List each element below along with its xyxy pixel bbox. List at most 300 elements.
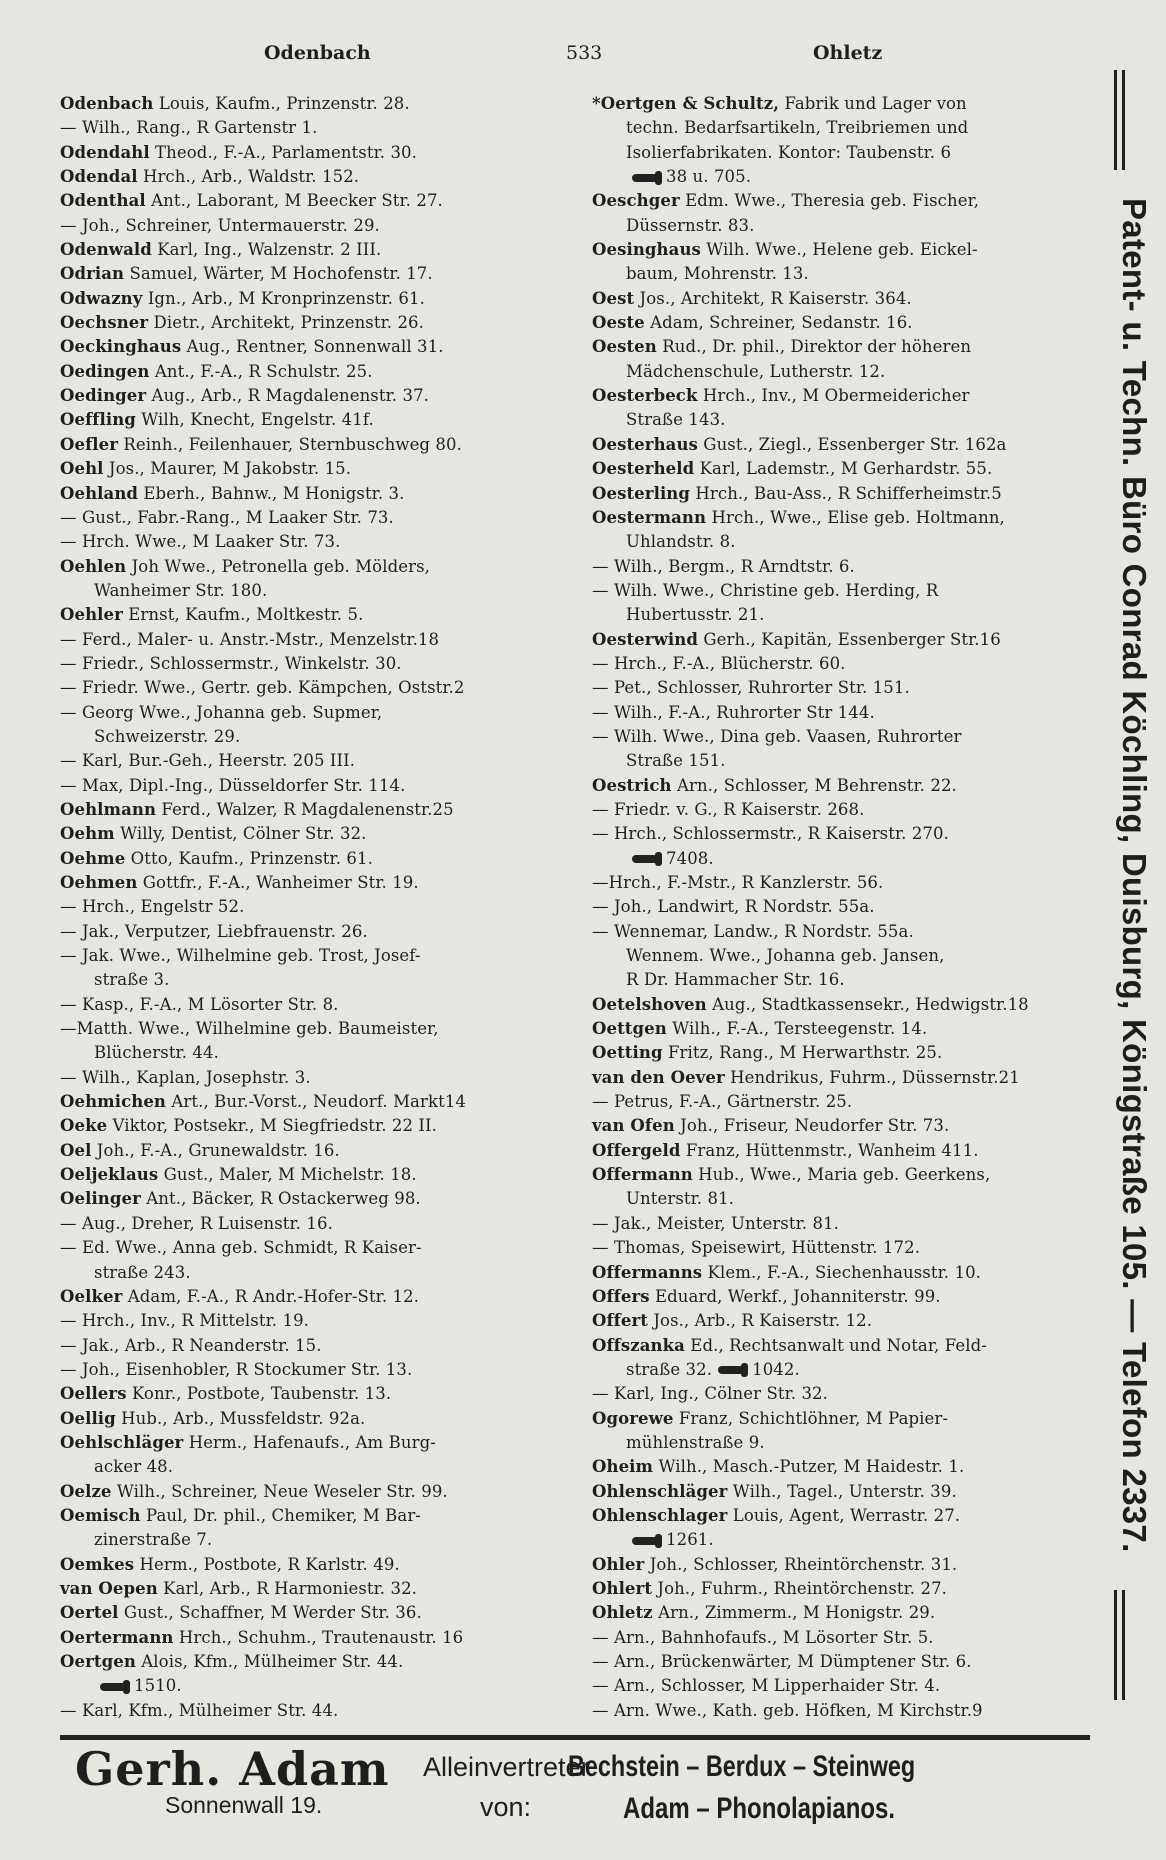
entry-details: — Hrch. Wwe., M Laaker Str. 73. bbox=[60, 532, 341, 552]
directory-line bbox=[592, 141, 1097, 165]
directory-line bbox=[60, 1309, 565, 1333]
entry-details: — Wilh., Bergm., R Arndtstr. 6. bbox=[592, 556, 855, 576]
entry-details: Karl, Lademstr., M Gerhardstr. 55. bbox=[694, 459, 993, 479]
directory-line bbox=[592, 262, 1097, 286]
entry-surname: Oetting bbox=[592, 1043, 663, 1063]
entry-surname: Oesten bbox=[592, 337, 657, 357]
entry-details: Arn., Schlosser, M Behrenstr. 22. bbox=[671, 775, 957, 795]
entry-details: Gust., Maler, M Michelstr. 18. bbox=[158, 1165, 417, 1185]
entry-surname: Oefler bbox=[60, 434, 119, 454]
entry-surname: Oesterwind bbox=[592, 629, 698, 649]
entry-details: Aug., Rentner, Sonnenwall 31. bbox=[181, 337, 444, 357]
entry-details: Samuel, Wärter, M Hochofenstr. 17. bbox=[124, 264, 433, 284]
entry-surname: Oesterbeck bbox=[592, 386, 698, 406]
entry-details: Hubertusstr. 21. bbox=[626, 605, 765, 625]
directory-line bbox=[60, 847, 565, 871]
entry-details: baum, Mohrenstr. 13. bbox=[626, 264, 809, 284]
entry-surname: Oehlen bbox=[60, 556, 127, 576]
entry-details: Karl, Arb., R Harmoniestr. 32. bbox=[157, 1578, 418, 1598]
directory-line bbox=[60, 1090, 565, 1114]
directory-line bbox=[60, 1601, 565, 1625]
ad-address: Sonnenwall 19. bbox=[165, 1792, 323, 1818]
entry-surname: van Ofen bbox=[592, 1116, 675, 1136]
entry-details: — Hrch., Engelstr 52. bbox=[60, 897, 245, 917]
ad-company-name: Gerh. Adam bbox=[75, 1742, 390, 1796]
entry-surname: Oertgen bbox=[60, 1652, 136, 1671]
directory-line bbox=[60, 1261, 565, 1285]
entry-details: Wanheimer Str. 180. bbox=[94, 580, 268, 600]
directory-line bbox=[60, 384, 565, 408]
entry-details: Düssernstr. 83. bbox=[626, 215, 755, 235]
entry-surname: Offert bbox=[592, 1311, 648, 1331]
directory-line bbox=[60, 530, 565, 554]
entry-details: Hrch., Wwe., Elise geb. Holtmann, bbox=[706, 507, 1005, 527]
directory-line bbox=[60, 1163, 565, 1187]
entry-surname: Oehlmann bbox=[60, 799, 157, 819]
directory-line bbox=[592, 603, 1097, 627]
entry-surname: Offszanka bbox=[592, 1335, 685, 1355]
entry-surname: Oestrich bbox=[592, 775, 672, 795]
entry-details: — Jak., Meister, Unterstr. 81. bbox=[592, 1213, 840, 1233]
entry-details: straße 3. bbox=[94, 970, 170, 990]
entry-details: Alois, Kfm., Mülheimer Str. 44. bbox=[135, 1652, 404, 1671]
page-number: 533 bbox=[566, 42, 603, 64]
entry-details: — Joh., Landwirt, R Nordstr. 55a. bbox=[592, 897, 875, 917]
entry-details: Wilh., Masch.-Putzer, M Haidestr. 1. bbox=[653, 1457, 965, 1477]
directory-line bbox=[60, 1407, 565, 1431]
directory-line bbox=[60, 1334, 565, 1358]
directory-line bbox=[592, 1285, 1097, 1309]
directory-line bbox=[60, 725, 565, 749]
entry-surname: Odwazny bbox=[60, 288, 143, 308]
directory-line bbox=[592, 822, 1097, 846]
entry-details: Jos., Arb., R Kaiserstr. 12. bbox=[647, 1311, 873, 1331]
entry-details: — Petrus, F.-A., Gärtnerstr. 25. bbox=[592, 1092, 853, 1112]
entry-details: Wilh., Tagel., Unterstr. 39. bbox=[727, 1481, 957, 1501]
entry-details: Joh., Fuhrm., Rheintörchenstr. 27. bbox=[652, 1578, 948, 1598]
directory-line bbox=[592, 676, 1097, 700]
directory-line bbox=[592, 1187, 1097, 1211]
entry-surname: Oestermann bbox=[592, 507, 707, 527]
directory-line bbox=[592, 628, 1097, 652]
entry-details: Reinh., Feilenhauer, Sternbuschweg 80. bbox=[118, 434, 462, 454]
entry-details: Eduard, Werkf., Johanniterstr. 99. bbox=[649, 1286, 941, 1306]
directory-line bbox=[60, 311, 565, 335]
phone-number: 1042. bbox=[752, 1359, 800, 1379]
divider bbox=[1122, 1590, 1125, 1700]
entry-details: — Joh., Eisenhobler, R Stockumer Str. 13. bbox=[60, 1359, 413, 1379]
entry-details: Jos., Architekt, R Kaiserstr. 364. bbox=[634, 288, 912, 308]
directory-line bbox=[592, 1041, 1097, 1065]
directory-line bbox=[60, 1041, 565, 1065]
directory-line bbox=[60, 1066, 565, 1090]
directory-line bbox=[60, 433, 565, 457]
entry-details: 1261. bbox=[666, 1530, 714, 1550]
entry-details: Herm., Hafenaufs., Am Burg- bbox=[183, 1432, 436, 1452]
directory-line bbox=[60, 1017, 565, 1041]
entry-details: Karl, Ing., Walzenstr. 2 III. bbox=[151, 240, 382, 260]
entry-surname: Oehlschläger bbox=[60, 1432, 184, 1452]
entry-details: Klem., F.-A., Siechenhausstr. 10. bbox=[702, 1262, 982, 1282]
entry-surname: Oest bbox=[592, 288, 635, 308]
entry-surname: Oedingen bbox=[60, 361, 150, 381]
directory-line bbox=[60, 1139, 565, 1163]
entry-details: — Kasp., F.-A., M Lösorter Str. 8. bbox=[60, 994, 339, 1014]
entry-details: Gerh., Kapitän, Essenberger Str.16 bbox=[697, 629, 1001, 649]
telephone-icon bbox=[632, 1537, 658, 1545]
entry-details: — Karl, Bur.-Geh., Heerstr. 205 III. bbox=[60, 751, 356, 771]
directory-line bbox=[592, 214, 1097, 238]
directory-line bbox=[60, 287, 565, 311]
entry-details: Aug., Arb., R Magdalenenstr. 37. bbox=[146, 386, 430, 406]
entry-surname: Oehl bbox=[60, 459, 104, 479]
side-advertisement-band bbox=[1106, 70, 1162, 1730]
entry-details: Hrch., Arb., Waldstr. 152. bbox=[137, 167, 360, 187]
directory-line bbox=[592, 1090, 1097, 1114]
entry-details: — Friedr. Wwe., Gertr. geb. Kämpchen, Oststr.2 bbox=[60, 678, 465, 698]
entry-details: Wilh, Knecht, Engelstr. 41f. bbox=[135, 410, 374, 430]
entry-details: — Karl, Kfm., Mülheimer Str. 44. bbox=[60, 1700, 339, 1720]
entry-details: 7408. bbox=[666, 848, 714, 868]
directory-line bbox=[592, 1674, 1097, 1698]
ad-brands-line-2: Adam – Phonolapianos. bbox=[623, 1792, 896, 1825]
entry-details: — Georg Wwe., Johanna geb. Supmer, bbox=[60, 702, 383, 722]
entry-details: — Karl, Ing., Cölner Str. 32. bbox=[592, 1384, 829, 1404]
directory-line bbox=[592, 457, 1097, 481]
directory-line bbox=[60, 944, 565, 968]
entry-surname: Oel bbox=[60, 1140, 92, 1160]
directory-line bbox=[592, 1114, 1097, 1138]
entry-surname: Oheim bbox=[592, 1457, 654, 1477]
entry-details: Straße 151. bbox=[626, 751, 726, 771]
entry-surname: Oehmen bbox=[60, 873, 138, 892]
ad-brands-line-1: Bechstein – Berdux – Steinweg bbox=[568, 1750, 916, 1783]
entry-surname: Oetelshoven bbox=[592, 994, 707, 1014]
entry-details: Dietr., Architekt, Prinzenstr. 26. bbox=[148, 313, 425, 333]
directory-line bbox=[592, 968, 1097, 992]
directory-line bbox=[592, 725, 1097, 749]
directory-line bbox=[592, 798, 1097, 822]
entry-details: Unterstr. 81. bbox=[626, 1189, 735, 1209]
entry-surname: *Oertgen & Schultz, bbox=[592, 94, 780, 113]
entry-details: Adam, Schreiner, Sedanstr. 16. bbox=[644, 313, 913, 333]
directory-line bbox=[592, 165, 1097, 189]
running-head-right: Ohletz bbox=[813, 42, 883, 64]
entry-surname: Oeljeklaus bbox=[60, 1165, 159, 1185]
entry-surname: Oettgen bbox=[592, 1019, 667, 1039]
directory-line bbox=[592, 847, 1097, 871]
entry-details: — Pet., Schlosser, Ruhrorter Str. 151. bbox=[592, 678, 910, 698]
entry-details: Arn., Zimmerm., M Honigstr. 29. bbox=[652, 1603, 936, 1623]
directory-line bbox=[592, 1261, 1097, 1285]
directory-line bbox=[60, 1431, 565, 1455]
directory-line bbox=[592, 1139, 1097, 1163]
directory-line bbox=[60, 141, 565, 165]
side-band-text: Patent- u. Techn. Büro Conrad Köchling, Duisburg, Königstraße 105. — Telefon 2337. bbox=[1116, 197, 1153, 1553]
entry-surname: van den Oever bbox=[592, 1067, 725, 1087]
entry-details: Joh., Friseur, Neudorfer Str. 73. bbox=[674, 1116, 950, 1136]
directory-line bbox=[592, 1577, 1097, 1601]
entry-details: — Jak. Wwe., Wilhelmine geb. Trost, Josef- bbox=[60, 946, 421, 966]
directory-line bbox=[60, 1187, 565, 1211]
directory-line bbox=[592, 1407, 1097, 1431]
entry-surname: Oelker bbox=[60, 1286, 123, 1306]
entry-surname: Oeckinghaus bbox=[60, 337, 182, 357]
telephone-icon bbox=[632, 855, 658, 863]
directory-line bbox=[592, 993, 1097, 1017]
entry-surname: Odenwald bbox=[60, 240, 152, 260]
entry-surname: Oehland bbox=[60, 483, 139, 503]
entry-details: Franz, Hüttenmstr., Wanheim 411. bbox=[680, 1140, 979, 1160]
entry-details: — Wilh. Wwe., Christine geb. Herding, R bbox=[592, 580, 939, 600]
directory-line bbox=[60, 1358, 565, 1382]
directory-line bbox=[60, 993, 565, 1017]
directory-line bbox=[592, 871, 1097, 895]
entry-surname: Oesterheld bbox=[592, 459, 695, 479]
directory-line bbox=[592, 1528, 1097, 1552]
directory-line bbox=[592, 384, 1097, 408]
directory-line bbox=[60, 701, 565, 725]
directory-line bbox=[592, 408, 1097, 432]
entry-details: Hendrikus, Fuhrm., Düssernstr.21 bbox=[724, 1067, 1020, 1087]
directory-line bbox=[60, 165, 565, 189]
entry-details: — Hrch., Schlossermstr., R Kaiserstr. 270. bbox=[592, 824, 949, 844]
directory-line bbox=[592, 1480, 1097, 1504]
directory-line bbox=[60, 335, 565, 359]
entry-surname: Oehler bbox=[60, 605, 123, 625]
entry-details: Ed., Rechtsanwalt und Notar, Feld- bbox=[684, 1335, 987, 1355]
directory-line bbox=[592, 920, 1097, 944]
divider bbox=[1114, 1590, 1117, 1700]
entry-details: Viktor, Postsekr., M Siegfriedstr. 22 II. bbox=[107, 1116, 438, 1136]
telephone-icon bbox=[718, 1366, 744, 1374]
ad-von-label: von: bbox=[480, 1792, 532, 1822]
entry-surname: Oesinghaus bbox=[592, 240, 701, 260]
directory-line bbox=[60, 1285, 565, 1309]
directory-line bbox=[592, 335, 1097, 359]
entry-details: zinerstraße 7. bbox=[94, 1530, 213, 1550]
entry-details: Ferd., Walzer, R Magdalenenstr.25 bbox=[156, 799, 454, 819]
entry-details: Gottfr., F.-A., Wanheimer Str. 19. bbox=[137, 873, 419, 892]
entry-details: Joh., Schlosser, Rheintörchenstr. 31. bbox=[644, 1554, 958, 1574]
entry-surname: Ohler bbox=[592, 1554, 645, 1574]
entry-details: — Arn. Wwe., Kath. geb. Höfken, M Kirchstr.9 bbox=[592, 1700, 983, 1720]
entry-details: — Wilh., Rang., R Gartenstr 1. bbox=[60, 118, 318, 138]
entry-surname: Oehme bbox=[60, 848, 126, 868]
entry-surname: Oellig bbox=[60, 1408, 116, 1428]
entry-surname: Oeschger bbox=[592, 191, 680, 211]
directory-line bbox=[60, 457, 565, 481]
entry-details: — Wilh., Kaplan, Josephstr. 3. bbox=[60, 1067, 311, 1087]
directory-line bbox=[60, 1212, 565, 1236]
entry-surname: Oedinger bbox=[60, 386, 147, 406]
entry-surname: Oehm bbox=[60, 824, 115, 844]
entry-surname: Ohletz bbox=[592, 1603, 653, 1623]
entry-details: Herm., Postbote, R Karlstr. 49. bbox=[134, 1554, 400, 1574]
directory-line bbox=[60, 652, 565, 676]
directory-line bbox=[592, 287, 1097, 311]
entry-surname: van Oepen bbox=[60, 1578, 158, 1598]
directory-line bbox=[592, 189, 1097, 213]
entry-surname: Oertermann bbox=[60, 1627, 174, 1647]
entry-details: — Ed. Wwe., Anna geb. Schmidt, R Kaiser- bbox=[60, 1238, 422, 1258]
entry-surname: Oeke bbox=[60, 1116, 108, 1136]
entry-details: — Ferd., Maler- u. Anstr.-Mstr., Menzelstr.18 bbox=[60, 629, 440, 649]
directory-line bbox=[60, 1455, 565, 1479]
directory-line bbox=[592, 1334, 1097, 1358]
entry-details: Joh., F.-A., Grunewaldstr. 16. bbox=[91, 1140, 340, 1160]
directory-line bbox=[60, 482, 565, 506]
directory-line bbox=[60, 871, 565, 895]
entry-details: Franz, Schichtlöhner, M Papier- bbox=[673, 1408, 949, 1428]
entry-details: Gust., Ziegl., Essenberger Str. 162a bbox=[697, 434, 1007, 454]
directory-line bbox=[592, 116, 1097, 140]
entry-details: Jos., Maurer, M Jakobstr. 15. bbox=[103, 459, 352, 479]
directory-line bbox=[592, 701, 1097, 725]
directory-line bbox=[592, 1309, 1097, 1333]
entry-details: Louis, Agent, Werrastr. 27. bbox=[727, 1505, 961, 1525]
entry-details: Fabrik und Lager von bbox=[779, 94, 967, 113]
entry-details: — Jak., Verputzer, Liebfrauenstr. 26. bbox=[60, 921, 368, 941]
entry-surname: Oesterhaus bbox=[592, 434, 698, 454]
directory-line bbox=[592, 774, 1097, 798]
directory-line bbox=[592, 530, 1097, 554]
directory-line bbox=[592, 1066, 1097, 1090]
entry-details: Uhlandstr. 8. bbox=[626, 532, 736, 552]
directory-line bbox=[592, 1212, 1097, 1236]
entry-details: —Hrch., F.-Mstr., R Kanzlerstr. 56. bbox=[592, 873, 884, 892]
directory-line bbox=[60, 262, 565, 286]
directory-line bbox=[60, 1114, 565, 1138]
entry-surname: Oehmichen bbox=[60, 1092, 167, 1112]
entry-surname: Oertel bbox=[60, 1603, 119, 1623]
directory-line bbox=[592, 433, 1097, 457]
entry-details: straße 32. bbox=[626, 1359, 713, 1379]
directory-line bbox=[60, 920, 565, 944]
entry-details: Wilh. Wwe., Helene geb. Eickel- bbox=[700, 240, 978, 260]
entry-details: Hrch., Inv., M Obermeidericher bbox=[697, 386, 970, 406]
entry-details: — Thomas, Speisewirt, Hüttenstr. 172. bbox=[592, 1238, 921, 1258]
directory-line bbox=[60, 1504, 565, 1528]
directory-line bbox=[592, 1601, 1097, 1625]
entry-details: — Friedr. v. G., R Kaiserstr. 268. bbox=[592, 799, 865, 819]
entry-surname: Ohlert bbox=[592, 1578, 653, 1598]
directory-line bbox=[60, 603, 565, 627]
directory-line bbox=[60, 774, 565, 798]
directory-line bbox=[592, 895, 1097, 919]
directory-line bbox=[60, 555, 565, 579]
entry-details: — Hrch., Inv., R Mittelstr. 19. bbox=[60, 1311, 310, 1331]
entry-surname: Odendahl bbox=[60, 142, 150, 162]
entry-details: Wilh., F.-A., Tersteegenstr. 14. bbox=[666, 1019, 928, 1039]
entry-details: Blücherstr. 44. bbox=[94, 1043, 219, 1063]
directory-line bbox=[592, 1358, 1097, 1382]
entry-details: Wennem. Wwe., Johanna geb. Jansen, bbox=[626, 946, 945, 966]
entry-details: Adam, F.-A., R Andr.-Hofer-Str. 12. bbox=[122, 1286, 420, 1306]
directory-line bbox=[60, 360, 565, 384]
telephone-icon bbox=[100, 1683, 126, 1691]
entry-surname: Odenthal bbox=[60, 191, 146, 211]
divider bbox=[1114, 70, 1117, 170]
telephone-icon bbox=[632, 174, 658, 182]
directory-line bbox=[592, 749, 1097, 773]
entry-details: Hrch., Bau-Ass., R Schifferheimstr.5 bbox=[690, 483, 1002, 503]
entry-surname: Odrian bbox=[60, 264, 125, 284]
entry-details: — Hrch., F.-A., Blücherstr. 60. bbox=[592, 653, 846, 673]
entry-details: Otto, Kaufm., Prinzenstr. 61. bbox=[125, 848, 373, 868]
directory-line bbox=[60, 1626, 565, 1650]
directory-line bbox=[60, 189, 565, 213]
directory-line bbox=[592, 238, 1097, 262]
entry-details: — Aug., Dreher, R Luisenstr. 16. bbox=[60, 1213, 333, 1233]
entry-details: Ernst, Kaufm., Moltkestr. 5. bbox=[122, 605, 364, 625]
directory-line bbox=[592, 1163, 1097, 1187]
directory-line bbox=[592, 1504, 1097, 1528]
directory-line bbox=[592, 1236, 1097, 1260]
entry-details: Isolierfabrikaten. Kontor: Taubenstr. 6 bbox=[626, 142, 952, 162]
entry-details: — Arn., Bahnhofaufs., M Lösorter Str. 5. bbox=[592, 1627, 934, 1647]
directory-line bbox=[60, 214, 565, 238]
directory-line bbox=[592, 652, 1097, 676]
entry-surname: Ogorewe bbox=[592, 1408, 674, 1428]
entry-surname: Oemkes bbox=[60, 1554, 135, 1574]
entry-details: Fritz, Rang., M Herwarthstr. 25. bbox=[662, 1043, 943, 1063]
entry-surname: Offermann bbox=[592, 1165, 693, 1185]
entry-details: Ant., Bäcker, R Ostackerweg 98. bbox=[140, 1189, 421, 1209]
entry-details: Aug., Stadtkassensekr., Hedwigstr.18 bbox=[706, 994, 1029, 1014]
entry-details: Straße 143. bbox=[626, 410, 726, 430]
directory-line bbox=[592, 1382, 1097, 1406]
directory-line bbox=[60, 1553, 565, 1577]
entry-surname: Oesterling bbox=[592, 483, 691, 503]
entry-details: Eberh., Bahnw., M Honigstr. 3. bbox=[138, 483, 405, 503]
directory-line bbox=[60, 1674, 565, 1698]
directory-line bbox=[592, 1553, 1097, 1577]
entry-surname: Offers bbox=[592, 1286, 650, 1306]
entry-details: Paul, Dr. phil., Chemiker, M Bar- bbox=[140, 1505, 421, 1525]
directory-line bbox=[60, 628, 565, 652]
entry-details: Ant., Laborant, M Beecker Str. 27. bbox=[145, 191, 443, 211]
directory-line bbox=[60, 1480, 565, 1504]
directory-line bbox=[60, 408, 565, 432]
entry-details: Ant., F.-A., R Schulstr. 25. bbox=[149, 361, 373, 381]
directory-line bbox=[60, 822, 565, 846]
left-column bbox=[60, 92, 565, 1723]
entry-surname: Offergeld bbox=[592, 1140, 681, 1160]
entry-details: Hub., Wwe., Maria geb. Geerkens, bbox=[692, 1165, 991, 1185]
entry-details: Art., Bur.-Vorst., Neudorf. Markt14 bbox=[166, 1092, 467, 1112]
entry-details: Theod., F.-A., Parlamentstr. 30. bbox=[149, 142, 417, 162]
directory-line bbox=[592, 1626, 1097, 1650]
entry-details: Wilh., Schreiner, Neue Weseler Str. 99. bbox=[111, 1481, 448, 1501]
directory-line bbox=[592, 944, 1097, 968]
entry-details: — Max, Dipl.-Ing., Düsseldorfer Str. 114. bbox=[60, 775, 406, 795]
entry-details: Rud., Dr. phil., Direktor der höheren bbox=[656, 337, 972, 357]
directory-line bbox=[60, 238, 565, 262]
entry-details: Ign., Arb., M Kronprinzenstr. 61. bbox=[142, 288, 425, 308]
entry-surname: Ohlenschläger bbox=[592, 1481, 728, 1501]
directory-line bbox=[592, 360, 1097, 384]
entry-details: acker 48. bbox=[94, 1457, 174, 1477]
entry-surname: Odenbach bbox=[60, 94, 154, 113]
directory-line bbox=[60, 749, 565, 773]
entry-surname: Oelinger bbox=[60, 1189, 141, 1209]
entry-details: Edm. Wwe., Theresia geb. Fischer, bbox=[679, 191, 980, 211]
running-head-left: Odenbach bbox=[264, 42, 371, 64]
directory-line bbox=[592, 311, 1097, 335]
divider bbox=[1122, 70, 1125, 170]
directory-line bbox=[592, 506, 1097, 530]
